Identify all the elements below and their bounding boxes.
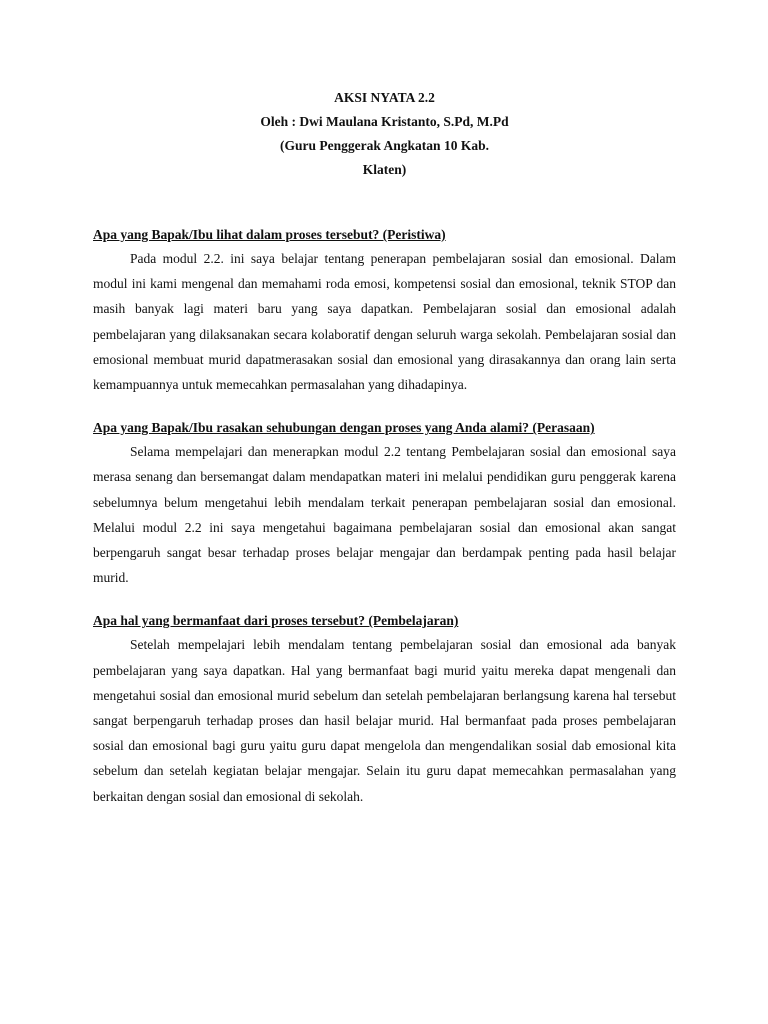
document-page <box>93 86 676 809</box>
section-pembelajaran <box>93 610 676 808</box>
section-heading: Apa yang Bapak/Ibu rasakan sehubungan dengan proses yang Anda alami? (Perasaan) <box>93 420 595 436</box>
role-line-2: Klaten) <box>362 162 407 177</box>
section-paragraph: Pada modul 2.2. ini saya belajar tentang penerapan pembelajaran sosial dan emosional. Dalam modul ini kami mengenal dan memahami roda emosi, kompetensi sosial dan emosional, teknik STOP dan masih banyak lagi materi baru yang saya dapatkan. Pembelajaran sosial dan emosional adalah pembelajaran yang dilaksanakan secara kolaboratif dengan seluruh warga sekolah. Pembelajaran sosial dan emosional membuat murid dapatmerasakan sosial dan emosional yang dirasakannya dan orang lain serta kemampuannya untuk memecahkan permasalahan yang dihadapinya. <box>93 251 676 393</box>
section-paragraph: Selama mempelajari dan menerapkan modul 2.2 tentang Pembelajaran sosial dan emosional saya merasa senang dan bersemangat dalam mendapatkan materi ini melalui pendidikan guru penggerak karena sebelumnya belum mengetahui lebih mendalam terkait penerapan pembelajaran sosial dan emosional. Melalui modul 2.2 ini saya mengetahui bagaimana pembelajaran sosial dan emosional akan sangat berpengaruh sangat besar terhadap proses belajar mengajar dan berdampak penting pada hasil belajar murid. <box>93 444 676 586</box>
section-paragraph: Setelah mempelajari lebih mendalam tentang pembelajaran sosial dan emosional ada banyak pembelajaran yang saya dapatkan. Hal yang bermanfaat bagi murid yaitu mereka dapat mengenali dan mengetahui sosial dan emosional murid sebelum dan setelah pembelajaran berlangsung karena hal tersebut sangat berpengaruh terhadap proses dan hasil belajar murid. Hal bermanfaat pada proses pembelajaran sosial dan emosional bagi guru yaitu guru dapat mengelola dan mengendalikan sosial dab emosional kita sebelum dan setelah kegiatan belajar mengajar. Selain itu guru dapat memecahkan permasalahan yang berkaitan dengan sosial dan emosional di sekolah. <box>93 637 676 804</box>
section-peristiwa <box>93 224 676 397</box>
section-heading: Apa hal yang bermanfaat dari proses tersebut? (Pembelajaran) <box>93 613 459 629</box>
author-line: Oleh : Dwi Maulana Kristanto, S.Pd, M.Pd <box>260 114 509 129</box>
role-line-1: (Guru Penggerak Angkatan 10 Kab. <box>280 138 489 153</box>
title-block <box>93 86 676 182</box>
section-heading: Apa yang Bapak/Ibu lihat dalam proses tersebut? (Peristiwa) <box>93 227 446 242</box>
document-title: AKSI NYATA 2.2 <box>334 90 435 105</box>
section-perasaan <box>93 417 676 590</box>
